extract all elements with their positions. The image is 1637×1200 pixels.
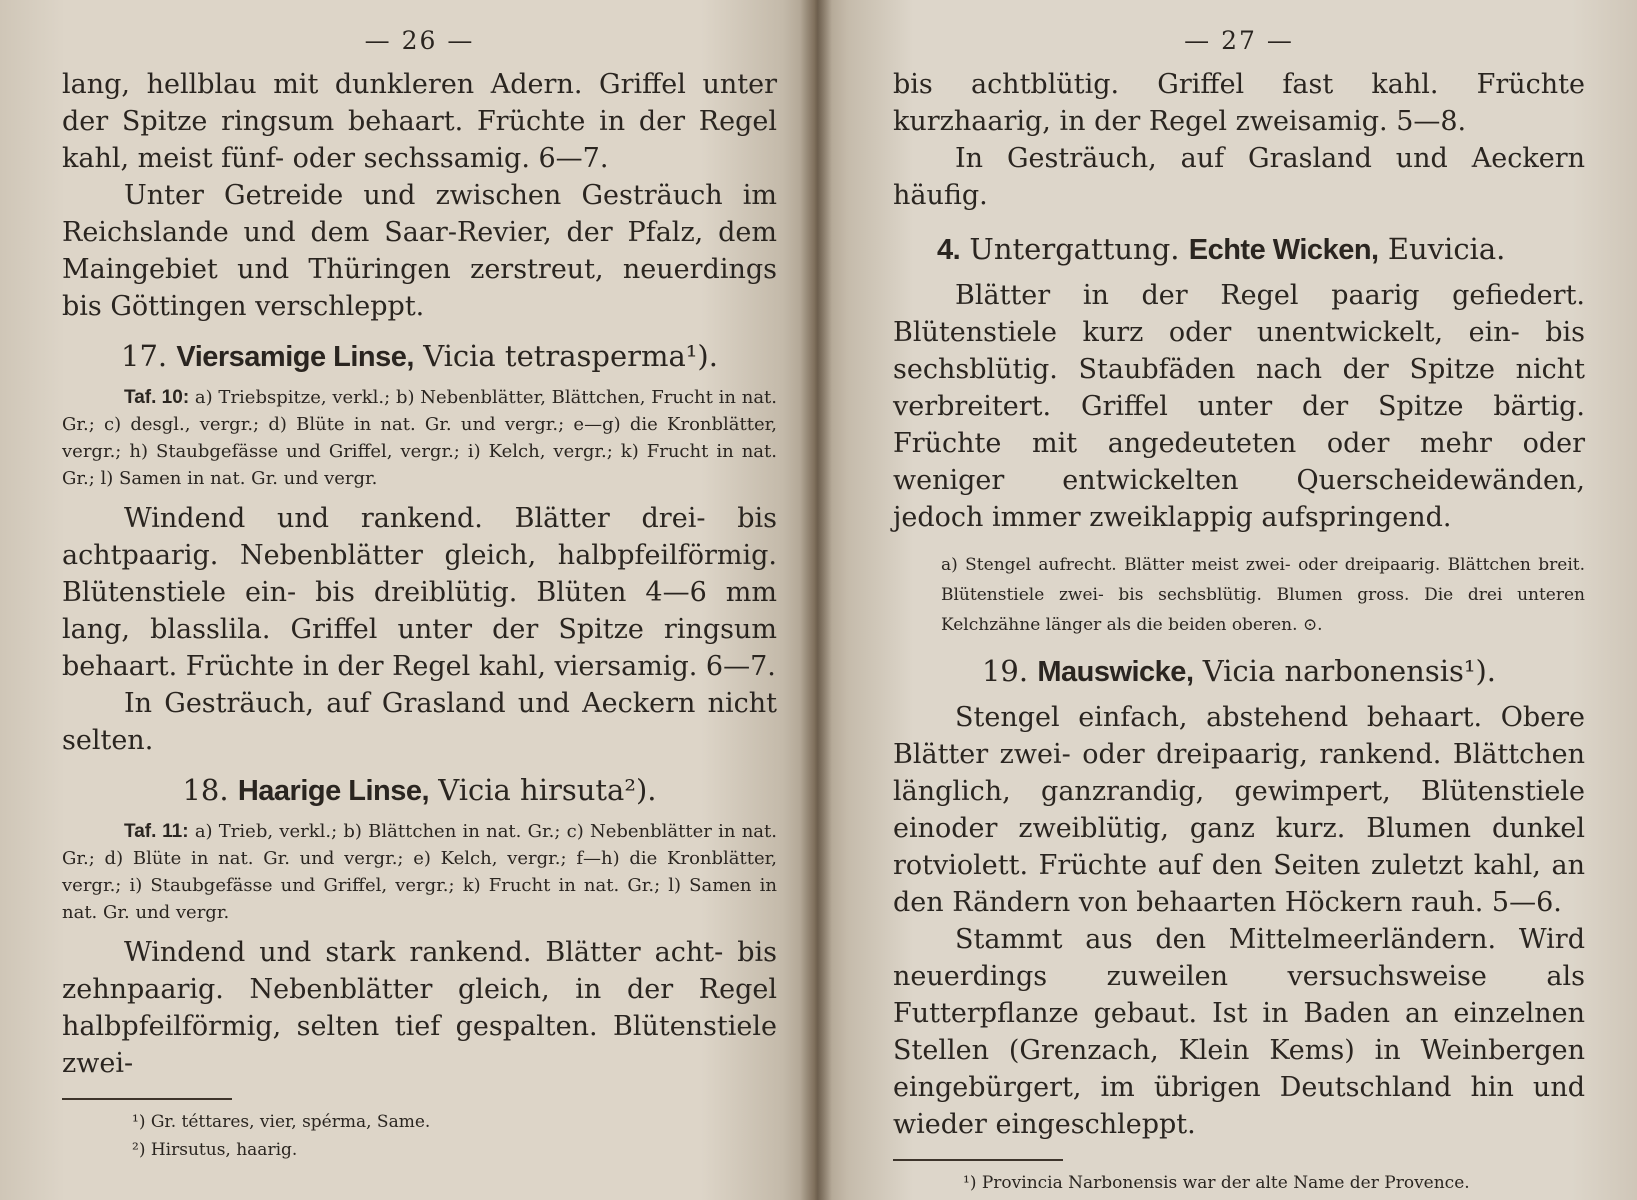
plate-label: Taf. 10: — [124, 387, 190, 408]
subgenus-number: 4. — [937, 234, 961, 266]
paragraph: Stammt aus den Mittelmeerländern. Wird neuerdings zuweilen versuchsweise als Futterpflanze gebaut. Ist in Baden an einzelnen Stellen (Grenzach, Klein Kems) in Weinbergen eingebürgert, im übrigen Deutschland hin und wieder eingeschleppt. — [893, 924, 1585, 1140]
paragraph: Windend und rankend. Blätter drei- bis achtpaarig. Nebenblätter gleich, halbpfeilförmig. Blütenstiele ein- bis dreiblütig. Blüten 4—6 mm lang, blasslila. Griffel unter der Spitze ringsum behaart. Früchte in der Regel kahl, viersamig. 6—7. — [62, 503, 777, 682]
paragraph: lang, hellblau mit dunkleren Adern. Griffel unter der Spitze ringsum behaart. Früchte in der Regel kahl, meist fünf- oder sechssamig. 6—7. — [62, 69, 777, 174]
subgenus-name: Echte Wicken, — [1188, 234, 1379, 266]
right-page — [815, 0, 1637, 1200]
paragraph: Stengel einfach, abstehend behaart. Obere Blätter zwei- oder dreipaarig, rankend. Blättchen länglich, ganzrandig, gewimpert, Blütenstiele einoder zweiblütig, ganz kurz. Blumen dunkel rotviolett. Früchte auf den Seiten zuletzt kahl, an den Rändern von behaarten Höckern rauh. 5—6. — [893, 702, 1585, 918]
page-number: — 26 — — [364, 26, 475, 55]
species-heading-17 — [62, 335, 777, 378]
plate-text: a) Triebspitze, verkl.; b) Nebenblätter, Blättchen, Frucht in nat. Gr.; c) desgl., vergr.; d) Blüte in nat. Gr. und vergr.; e—g) die Kronblätter, vergr.; h) Staubgefässe und Griffel, vergr.; i) Kelch, vergr.; k) Frucht in nat. Gr.; l) Samen in nat. Gr. und vergr. — [62, 387, 778, 489]
left-page — [0, 0, 815, 1200]
book-gutter — [800, 0, 832, 1200]
species-latin: Vicia hirsuta²). — [438, 773, 657, 807]
species-name: Viersamige Linse, — [176, 341, 414, 373]
paragraph: Unter Getreide und zwischen Gesträuch im Reichslande und dem Saar-Revier, der Pfalz, dem Maingebiet und Thüringen zerstreut, neuerdings bis Göttingen verschleppt. — [62, 180, 777, 322]
species-number: 19. — [981, 654, 1029, 688]
species-number: 17. — [121, 339, 168, 373]
subgenus-heading — [893, 228, 1585, 271]
footnote: ²) Hirsutus, haarig. — [132, 1140, 298, 1160]
species-number: 18. — [182, 773, 229, 807]
paragraph: In Gesträuch, auf Grasland und Aeckern häufig. — [893, 143, 1585, 211]
plate-text: a) Trieb, verkl.; b) Blättchen in nat. Gr.; c) Nebenblätter in nat. Gr.; d) Blüte in nat. Gr. und vergr.; e) Kelch, vergr.; f—h) die Kronblätter, vergr.; i) Staubgefässe und Griffel, vergr.; k) Frucht in nat. Gr.; l) Samen in nat. Gr. und vergr. — [62, 821, 777, 923]
subgenus-prefix: Untergattung. — [969, 232, 1180, 266]
paragraph: bis achtblütig. Griffel fast kahl. Früchte kurzhaarig, in der Regel zweisamig. 5—8. — [893, 69, 1585, 137]
species-latin: Vicia tetrasperma¹). — [423, 339, 718, 373]
paragraph: Blätter in der Regel paarig gefiedert. Blütenstiele kurz oder unentwickelt, ein- bis sechsblütig. Staubfäden nach der Spitze nicht verbreitert. Griffel unter der Spitze bärtig. Früchte mit angedeuteten oder mehr oder weniger entwickelten Querscheidewänden, jedoch immer zweiklappig aufspringend. — [893, 280, 1585, 533]
plate-caption — [62, 818, 777, 926]
species-name: Haarige Linse, — [237, 775, 430, 807]
footnote: ¹) Provincia Narbonensis war der alte Name der Provence. — [963, 1173, 1470, 1193]
species-heading-18 — [62, 769, 777, 812]
species-heading-19 — [893, 650, 1585, 693]
footnote-divider — [893, 1159, 1063, 1161]
footnote: ¹) Gr. téttares, vier, spérma, Same. — [132, 1112, 431, 1132]
plate-caption — [62, 384, 777, 492]
species-name: Mauswicke, — [1037, 656, 1194, 688]
plate-label: Taf. 11: — [124, 821, 189, 842]
species-latin: Vicia narbonensis¹). — [1202, 654, 1497, 688]
page-number: — 27 — — [1184, 26, 1294, 55]
subgenus-latin: Euvicia. — [1387, 232, 1506, 266]
footnote-divider — [62, 1098, 232, 1100]
paragraph: In Gesträuch, auf Grasland und Aeckern nicht selten. — [62, 688, 777, 756]
paragraph: Windend und stark rankend. Blätter acht- bis zehnpaarig. Nebenblätter gleich, in der Regel halbpfeilförmig, selten tief gespalten. Blütenstiele zwei- — [62, 937, 777, 1079]
key-entry: a) Stengel aufrecht. Blätter meist zwei- oder dreipaarig. Blättchen breit. Blütenstiele zwei- bis sechsblütig. Blumen gross. Die drei unteren Kelchzähne länger als die beiden oberen. ⊙. — [941, 555, 1585, 635]
